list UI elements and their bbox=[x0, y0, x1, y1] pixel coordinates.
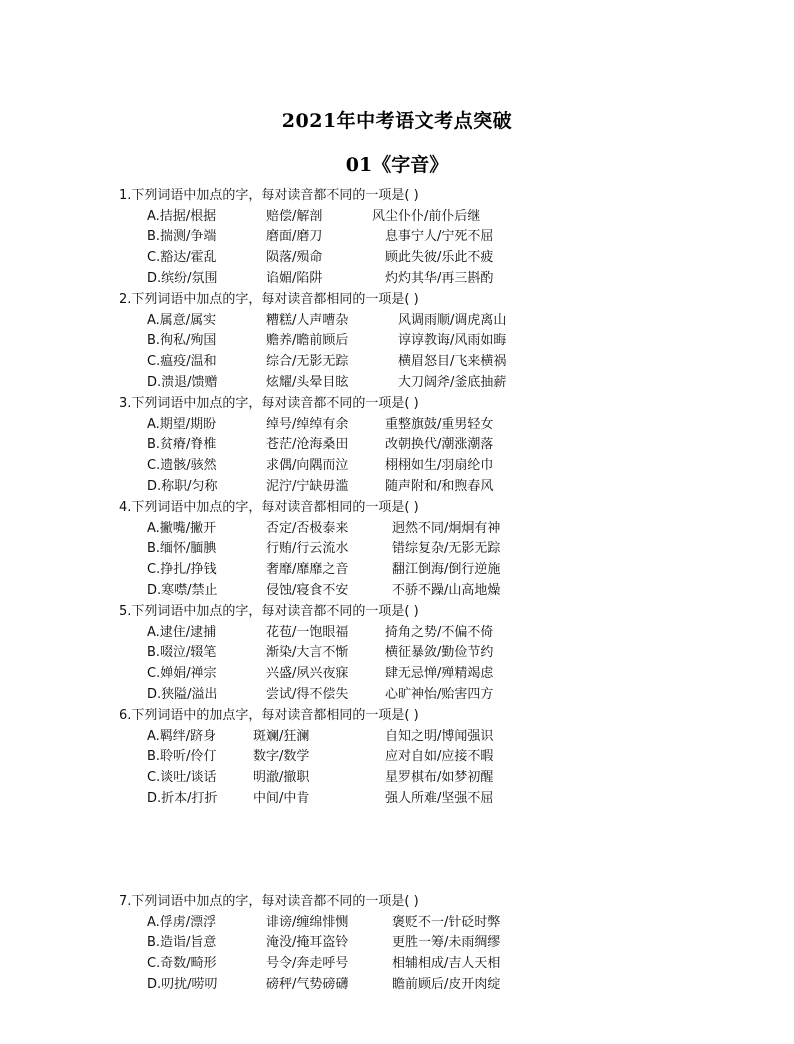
question-4-option-c-part-3: 翻江倒海/倒行逆施 bbox=[392, 562, 501, 578]
question-2-option-b-part-1: B.徇私/殉国 bbox=[147, 333, 217, 349]
question-4-option-c-part-2: 奢靡/靡靡之音 bbox=[266, 562, 349, 578]
question-5-option-d-part-3: 心旷神怡/贻害四方 bbox=[385, 686, 494, 702]
question-3-option-b-part-2: 苍茫/沧海桑田 bbox=[266, 437, 349, 453]
question-3-option-a-part-3: 重整旗鼓/重男轻女 bbox=[385, 416, 494, 432]
question-6-option-d-part-1: D.折本/打折 bbox=[147, 790, 218, 806]
question-3-option-d-part-3: 随声附和/和煦春风 bbox=[385, 478, 494, 494]
question-7-option-b-part-3: 更胜一筹/未雨绸缪 bbox=[392, 935, 501, 951]
question-6-stem: 6.下列词语中的加点字，每对读音都相同的一项是( ) bbox=[119, 708, 419, 723]
question-3-option-c-part-1: C.遗骸/骇然 bbox=[147, 458, 217, 474]
question-4-stem: 4.下列词语中加点的字，每对读音都相同的一项是( ) bbox=[119, 500, 419, 515]
question-6-option-d-part-2: 中间/中肯 bbox=[253, 790, 310, 806]
question-6-option-d-part-3: 强人所难/坚强不屈 bbox=[385, 790, 494, 806]
question-4-option-d-part-1: D.寒噤/禁止 bbox=[147, 582, 218, 598]
question-3-option-d-part-2: 泥泞/宁缺毋滥 bbox=[266, 478, 349, 494]
question-1-option-a-part-2: 赔偿/解剖 bbox=[266, 208, 323, 224]
question-7-option-b-part-1: B.造诣/旨意 bbox=[147, 935, 217, 951]
document-subtitle: 01《字音》 bbox=[345, 154, 449, 176]
question-1-stem: 1.下列词语中加点的字，每对读音都不同的一项是( ) bbox=[119, 188, 419, 203]
question-7-option-d-part-2: 磅秤/气势磅礴 bbox=[266, 976, 349, 992]
question-3-option-c-part-2: 求偶/向隅而泣 bbox=[266, 458, 349, 474]
question-5-option-b-part-1: B.啜泣/辍笔 bbox=[147, 645, 217, 661]
question-3-option-b-part-3: 改朝换代/潮涨潮落 bbox=[385, 437, 494, 453]
question-7-option-c-part-3: 相辅相成/吉人天相 bbox=[392, 956, 501, 972]
question-2-option-a-part-3: 风调雨顺/调虎离山 bbox=[398, 312, 507, 328]
question-4-option-b-part-1: B.缅怀/腼腆 bbox=[147, 541, 217, 557]
question-7-option-b-part-2: 淹没/掩耳盗铃 bbox=[266, 935, 349, 951]
question-2-option-c-part-1: C.瘟疫/温和 bbox=[147, 354, 217, 370]
question-5-option-c-part-1: C.婵娟/禅宗 bbox=[147, 666, 217, 682]
question-1-option-b-part-3: 息事宁人/宁死不屈 bbox=[385, 229, 494, 245]
question-2-option-d-part-1: D.溃退/馈赠 bbox=[147, 374, 218, 390]
question-5-option-a-part-2: 花苞/一饱眼福 bbox=[266, 624, 349, 640]
question-6-option-c-part-3: 星罗棋布/如梦初醒 bbox=[385, 770, 494, 786]
question-5-option-a-part-1: A.逮住/逮捕 bbox=[147, 624, 217, 640]
question-6-option-c-part-1: C.谈吐/谈话 bbox=[147, 770, 217, 786]
question-5-option-d-part-1: D.狭隘/溢出 bbox=[147, 686, 218, 702]
question-7-option-c-part-1: C.奇数/畸形 bbox=[147, 956, 217, 972]
question-2-option-d-part-2: 炫耀/头晕目眩 bbox=[266, 374, 349, 390]
question-1-option-c-part-1: C.豁达/霍乱 bbox=[147, 250, 217, 266]
question-4-option-a-part-3: 迥然不同/炯炯有神 bbox=[392, 520, 501, 536]
question-1-option-b-part-1: B.揣测/争端 bbox=[147, 229, 217, 245]
question-5-option-a-part-3: 掎角之势/不偏不倚 bbox=[385, 624, 494, 640]
question-2-option-c-part-2: 综合/无影无踪 bbox=[266, 354, 349, 370]
question-7-option-d-part-3: 瞻前顾后/皮开肉绽 bbox=[392, 976, 501, 992]
question-4-option-a-part-2: 否定/否极泰来 bbox=[266, 520, 349, 536]
question-6-option-a-part-1: A.羁绊/跻身 bbox=[147, 728, 217, 744]
question-7-option-a-part-1: A.俘虏/漂浮 bbox=[147, 914, 217, 930]
question-5-option-d-part-2: 尝试/得不偿失 bbox=[266, 686, 349, 702]
question-3-stem: 3.下列词语中加点的字，每对读音都不同的一项是( ) bbox=[119, 396, 419, 411]
question-1-option-a-part-3: 风尘仆仆/前仆后继 bbox=[372, 208, 481, 224]
question-4-option-d-part-3: 不骄不躁/山高地燥 bbox=[392, 582, 501, 598]
question-6-option-c-part-2: 明澈/撤职 bbox=[253, 770, 310, 786]
question-1-option-d-part-1: D.缤纷/氛围 bbox=[147, 270, 218, 286]
question-4-option-b-part-2: 行贿/行云流水 bbox=[266, 541, 349, 557]
question-6-option-a-part-3: 自知之明/博闻强识 bbox=[385, 728, 494, 744]
question-5-option-c-part-3: 肆无忌惮/殚精竭虑 bbox=[385, 666, 494, 682]
question-4-option-c-part-1: C.挣扎/挣钱 bbox=[147, 562, 217, 578]
question-4-option-b-part-3: 错综复杂/无影无踪 bbox=[392, 541, 501, 557]
question-4-option-a-part-1: A.撇嘴/撇开 bbox=[147, 520, 217, 536]
question-5-stem: 5.下列词语中加点的字，每对读音都不同的一项是( ) bbox=[119, 604, 419, 619]
question-4-option-d-part-2: 侵蚀/寝食不安 bbox=[266, 582, 349, 598]
document-title: 2021年中考语文考点突破 bbox=[281, 110, 513, 132]
question-1-option-c-part-3: 顾此失彼/乐此不疲 bbox=[385, 250, 494, 266]
question-6-option-b-part-2: 数字/数学 bbox=[253, 749, 310, 765]
question-3-option-d-part-1: D.称职/匀称 bbox=[147, 478, 218, 494]
question-6-option-a-part-2: 斑斓/狂澜 bbox=[253, 728, 310, 744]
question-6-option-b-part-1: B.聆听/伶仃 bbox=[147, 749, 217, 765]
question-3-option-b-part-1: B.贫瘠/脊椎 bbox=[147, 437, 217, 453]
question-2-option-a-part-1: A.属意/属实 bbox=[147, 312, 217, 328]
question-2-option-b-part-3: 谆谆教诲/风雨如晦 bbox=[398, 333, 507, 349]
question-5-option-b-part-3: 横征暴敛/勤俭节约 bbox=[385, 645, 494, 661]
question-3-option-a-part-1: A.期望/期盼 bbox=[147, 416, 217, 432]
question-7-option-a-part-2: 诽谤/缠绵悱恻 bbox=[266, 914, 349, 930]
question-5-option-b-part-2: 渐染/大言不惭 bbox=[266, 645, 349, 661]
question-2-option-b-part-2: 赡养/瞻前顾后 bbox=[266, 333, 349, 349]
question-5-option-c-part-2: 兴盛/夙兴夜寐 bbox=[266, 666, 349, 682]
question-1-option-a-part-1: A.拮据/根据 bbox=[147, 208, 217, 224]
question-3-option-c-part-3: 栩栩如生/羽扇纶巾 bbox=[385, 458, 494, 474]
question-7-option-d-part-1: D.叨扰/唠叨 bbox=[147, 976, 218, 992]
question-3-option-a-part-2: 绰号/绰绰有余 bbox=[266, 416, 349, 432]
question-2-option-c-part-3: 横眉怒目/飞来横祸 bbox=[398, 354, 507, 370]
question-7-option-c-part-2: 号令/奔走呼号 bbox=[266, 956, 349, 972]
question-2-stem: 2.下列词语中加点的字，每对读音都相同的一项是( ) bbox=[119, 292, 419, 307]
question-1-option-d-part-2: 谄媚/陷阱 bbox=[266, 270, 323, 286]
question-1-option-b-part-2: 磨面/磨刀 bbox=[266, 229, 323, 245]
question-7-stem: 7.下列词语中加点的字，每对读音都不同的一项是( ) bbox=[119, 894, 419, 909]
question-2-option-d-part-3: 大刀阔斧/釜底抽薪 bbox=[398, 374, 507, 390]
question-6-option-b-part-3: 应对自如/应接不暇 bbox=[385, 749, 494, 765]
question-1-option-c-part-2: 陨落/殒命 bbox=[266, 250, 323, 266]
question-7-option-a-part-3: 褒贬不一/针砭时弊 bbox=[392, 914, 501, 930]
question-1-option-d-part-3: 灼灼其华/再三斟酌 bbox=[385, 270, 494, 286]
question-2-option-a-part-2: 糟糕/人声嘈杂 bbox=[266, 312, 349, 328]
